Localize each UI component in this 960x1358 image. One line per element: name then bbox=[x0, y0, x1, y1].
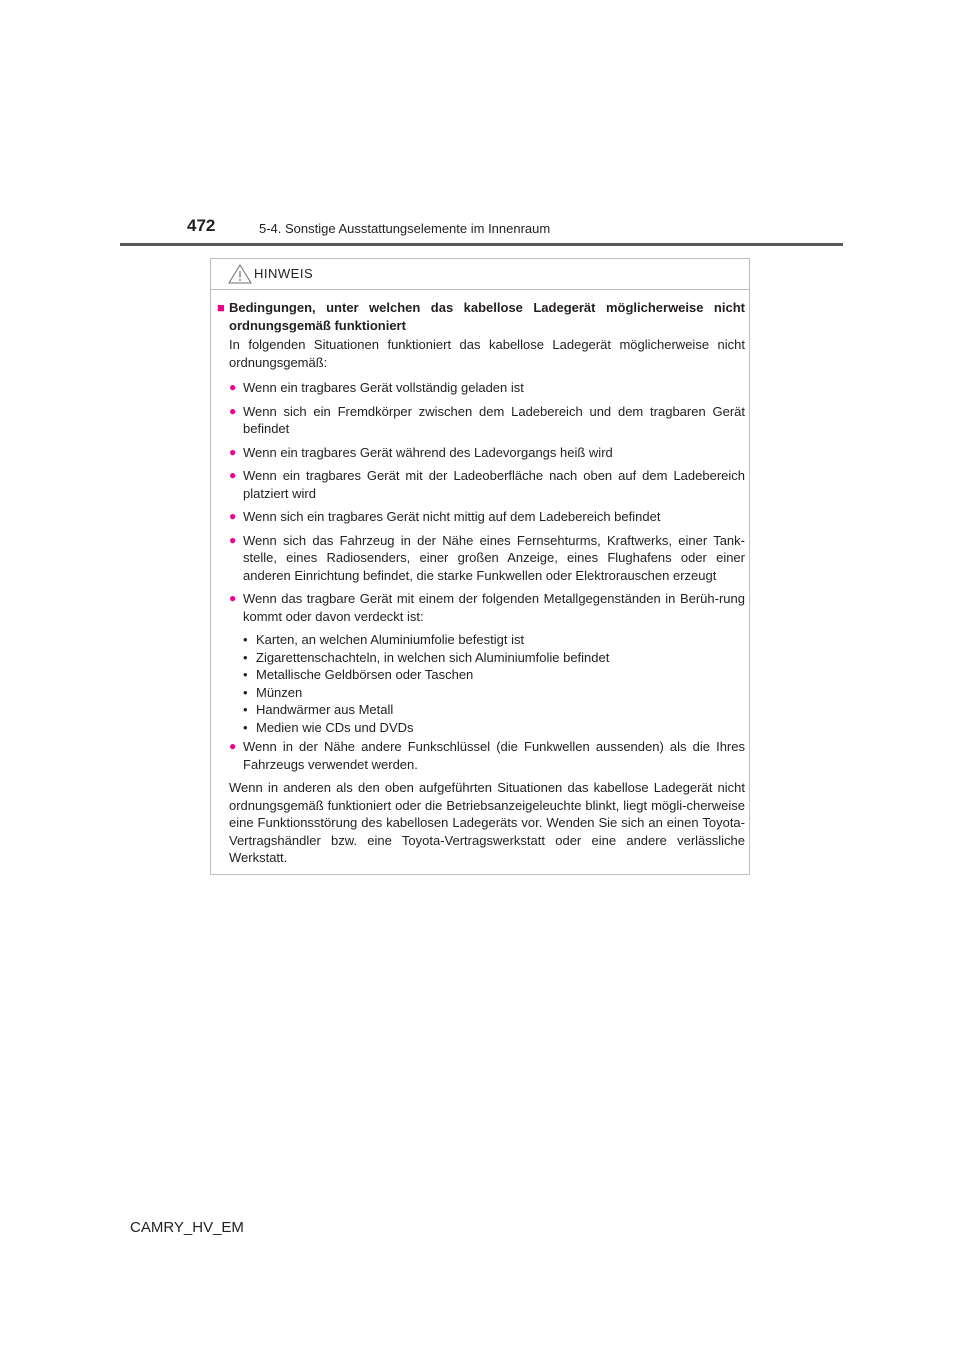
bullet-text: Wenn sich ein Fremdkörper zwischen dem Ladebereich und dem tragbaren Gerät befindet bbox=[243, 403, 745, 436]
bullet-dot-icon: ● bbox=[229, 532, 237, 547]
bullet-dot-icon: ● bbox=[229, 380, 237, 394]
bullet-text: Wenn das tragbare Gerät mit einem der folgenden Metallgegenständen in Berüh-rung kommt oder davon verdeckt ist: bbox=[243, 591, 745, 624]
sub-bullet: • bbox=[243, 649, 248, 665]
sub-list-item bbox=[243, 684, 745, 702]
sub-list-item bbox=[243, 666, 745, 684]
list-item bbox=[229, 467, 745, 502]
sub-bullet: • bbox=[243, 632, 248, 647]
closing-paragraph: Wenn in anderen als den oben aufgeführten Situationen das kabellose Ladegerät nicht ordnungsgemäß funktioniert oder die Betriebsanzeigeleuchte blinkt, liegt mögli-cherweise eine Funktionsstörung des kabellosen Ladegeräts vor. Wenden Sie sich an einen Toyota-Vertragshändler bzw. eine Toyota-Vertragswerkstatt oder eine andere verlässliche Werkstatt. bbox=[229, 780, 745, 865]
notice-heading bbox=[217, 299, 745, 334]
sub-item-text: Metallische Geldbörsen oder Taschen bbox=[256, 667, 474, 682]
bullet-text: Wenn sich ein tragbares Gerät nicht mittig auf dem Ladebereich befindet bbox=[243, 509, 661, 524]
sub-bullet: • bbox=[243, 684, 248, 700]
bullet-dot-icon: ● bbox=[229, 468, 237, 482]
page-number: 472 bbox=[187, 216, 216, 235]
list-item bbox=[229, 379, 745, 397]
bullet-dot-icon: ● bbox=[229, 591, 237, 605]
sub-list-item bbox=[243, 631, 745, 649]
sub-item-text: Medien wie CDs und DVDs bbox=[256, 719, 414, 735]
list-item bbox=[229, 738, 745, 773]
sub-item-text: Zigarettenschachteln, in welchen sich Aluminiumfolie befindet bbox=[256, 649, 610, 665]
sub-item-text: Karten, an welchen Aluminiumfolie befestigt ist bbox=[256, 632, 525, 647]
notice-label: HINWEIS bbox=[254, 266, 314, 281]
bullet-dot-icon: ● bbox=[229, 509, 237, 523]
sub-bullet: • bbox=[243, 702, 248, 717]
notice-body bbox=[217, 299, 745, 867]
warning-triangle-icon bbox=[228, 264, 252, 284]
list-item bbox=[229, 444, 745, 462]
notice-header bbox=[211, 259, 749, 290]
sub-item-text: Handwärmer aus Metall bbox=[256, 702, 394, 717]
list-item bbox=[229, 532, 745, 585]
sub-item-text: Münzen bbox=[256, 684, 303, 700]
notice-box bbox=[210, 258, 750, 875]
bullet-text: Wenn ein tragbares Gerät mit der Ladeoberfläche nach oben auf dem Ladebereich platziert wird bbox=[243, 468, 745, 501]
bullet-text: Wenn ein tragbares Gerät vollständig geladen ist bbox=[243, 380, 524, 395]
bullet-text: Wenn sich das Fahrzeug in der Nähe eines Fernsehturms, Kraftwerks, einer Tank-stelle, eines Radiosenders, einer großen Anzeige, eines Flughafens oder einer anderen Einrichtung befindet, die starke Funkwellen oder Elektrorauschen erzeugt bbox=[243, 532, 745, 583]
bullet-dot-icon: ● bbox=[229, 444, 237, 459]
intro-paragraph: In folgenden Situationen funktioniert das kabellose Ladegerät möglicherweise nicht ordnungsgemäß: bbox=[229, 337, 745, 370]
header-divider bbox=[120, 243, 843, 246]
sub-list-item bbox=[243, 649, 745, 667]
bullet-dot-icon: ● bbox=[229, 739, 237, 753]
section-title: 5-4. Sonstige Ausstattungselemente im Innenraum bbox=[259, 221, 551, 236]
list-item bbox=[229, 403, 745, 438]
sub-bullet: • bbox=[243, 719, 248, 735]
sub-list-item bbox=[243, 719, 745, 737]
square-bullet-icon: ■ bbox=[217, 300, 225, 315]
sub-bullet: • bbox=[243, 667, 248, 682]
sub-list-item bbox=[243, 701, 745, 719]
document-code: CAMRY_HV_EM bbox=[130, 1219, 244, 1236]
bullet-text: Wenn in der Nähe andere Funkschlüssel (die Funkwellen aussenden) als die Ihres Fahrzeugs verwendet werden. bbox=[243, 739, 745, 772]
list-item bbox=[229, 590, 745, 625]
heading-text: Bedingungen, unter welchen das kabellose Ladegerät möglicherweise nicht ordnungsgemäß funktioniert bbox=[229, 300, 745, 333]
list-item bbox=[229, 508, 745, 526]
bullet-text: Wenn ein tragbares Gerät während des Ladevorgangs heiß wird bbox=[243, 444, 613, 460]
bullet-dot-icon: ● bbox=[229, 403, 237, 418]
metal-objects-list bbox=[243, 631, 745, 736]
